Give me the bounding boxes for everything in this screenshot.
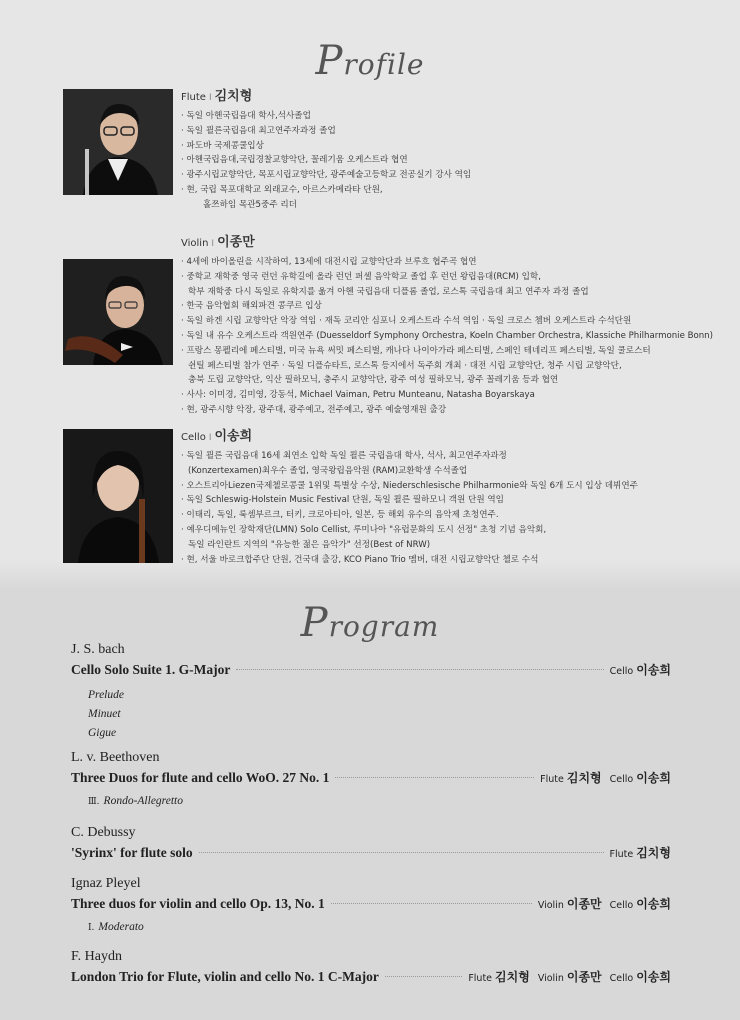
performer-role: Violin <box>537 973 564 984</box>
bio-item: · 독일 쾰른국립음대 최고연주자과정 졸업 <box>181 125 336 136</box>
violinist-photo <box>63 259 173 365</box>
bio-item: · 예우디메뉴인 장학재단(LMN) Solo Cellist, 루미나아 "유럽문화의 도시 선정" 초청 기념 음악회, <box>181 524 547 535</box>
bio-item: 쉰틸 페스티벌 참가 연주 · 독일 디플슈타트, 로스톡 등지에서 독주회 개최 · 대전 시립 교향악단, 청주 시립 교향악단, <box>188 360 622 371</box>
work-title: Three Duos for flute and cello WoO. 27 No. 1 <box>71 770 330 785</box>
composer-name: J. S. bach <box>71 642 125 657</box>
work-line <box>71 768 671 788</box>
work-title: Cello Solo Suite 1. G-Major <box>71 662 231 677</box>
composer-name: F. Haydn <box>71 949 122 964</box>
cellist-bio-list <box>181 449 638 567</box>
performer-role: Cello <box>609 973 634 984</box>
dot-leader <box>236 669 603 670</box>
heading-separator: I <box>208 93 212 103</box>
flutist-profile <box>181 87 471 213</box>
program-piece-haydn <box>71 947 671 987</box>
movement <box>71 724 671 743</box>
movement-title: Gigue <box>88 727 117 739</box>
bio-item: 충북 도립 교향악단, 익산 필하모닉, 충주시 교향악단, 광주 여성 필하모닉, 광주 꼴레기움 등과 협연 <box>188 375 559 386</box>
profile-heading-initial: P <box>315 38 344 84</box>
performer-role: Flute <box>540 774 564 785</box>
movement-title: Moderato <box>98 921 144 933</box>
bio-item: · 현, 서울 바로크합주단 단원, 건국대 출강, KCO Piano Trio 멤버, 대전 시립교향악단 첼로 수석 <box>181 554 539 565</box>
performer-role: Cello <box>609 900 634 911</box>
bio-item: · 프랑스 몽펠리에 페스티벌, 미국 뉴욕 써밋 페스티벌, 캐나다 나이아가라 페스티벌, 스페인 테네리프 페스티벌, 독일 쿨로스터 <box>181 345 651 356</box>
cellist-heading <box>181 427 638 447</box>
performer-credits <box>468 967 671 989</box>
movement-title: Prelude <box>88 689 124 701</box>
bio-item: 독일 라인란트 지역의 "유능한 젊은 음악가" 선정(Best of NRW) <box>188 539 431 550</box>
work-line <box>71 843 671 863</box>
work-line <box>71 967 671 987</box>
bio-item: 학부 재학중 다시 독일로 유학지를 옮겨 아헨 국립음대 디플롬 졸업, 로스톡 국립음대 최고 연주자 과정 졸업 <box>188 286 589 297</box>
movement <box>71 705 671 724</box>
performer-credits <box>610 660 671 682</box>
violinist-portrait-image <box>63 259 173 365</box>
performer-credits <box>538 894 671 916</box>
composer-name: C. Debussy <box>71 825 136 840</box>
performer-role: Flute <box>468 973 493 984</box>
cellist-profile <box>181 427 638 567</box>
flutist-bio-list <box>181 109 471 213</box>
profile-heading-rest: rofile <box>343 48 425 81</box>
flutist-portrait-image <box>63 89 173 195</box>
performer-name: 이송희 <box>636 897 671 911</box>
performer-name: 이종만 <box>566 970 602 984</box>
program-piece-beethoven <box>71 748 671 811</box>
performer-role: Flute <box>609 849 634 860</box>
work-title: Three duos for violin and cello Op. 13, No. 1 <box>71 896 325 911</box>
composer-name: Ignaz Pleyel <box>71 876 141 891</box>
bio-item: · 한국 음악협회 해외파견 콩쿠르 입상 <box>181 301 322 312</box>
program-piece-bach <box>71 640 671 743</box>
flutist-name: 김치형 <box>214 89 253 104</box>
performer-role: Cello <box>609 774 634 785</box>
work-line <box>71 660 671 680</box>
dot-leader <box>335 777 534 778</box>
work-line <box>71 894 671 914</box>
performer-credits <box>540 768 671 790</box>
bio-item: · 독일 Schleswig-Holstein Music Festival 단원, 독일 쾰른 필하모니 객원 단원 역임 <box>181 495 504 506</box>
violinist-profile <box>181 233 713 418</box>
cellist-portrait-image <box>63 429 173 563</box>
performer-name: 김치형 <box>566 771 602 785</box>
flutist-heading <box>181 87 471 107</box>
program-piece-pleyel <box>71 874 671 937</box>
bio-item: · 사사: 이미경, 김미영, 강동석, Michael Vaiman, Petru Munteanu, Natasha Boyarskaya <box>181 390 535 401</box>
bio-item: · 독일 아헨국립음대 학사,석사졸업 <box>181 111 311 121</box>
bio-item: · 독일 쾰른 국립음대 16세 최연소 입학 독일 쾰른 국립음대 학사, 석사, 최고연주자과정 <box>181 451 507 461</box>
movement <box>71 792 671 811</box>
performer-name: 김치형 <box>495 970 530 984</box>
bio-item: · 4세에 바이올린을 시작하여, 13세에 대전시립 교향악단과 브루흐 협주곡 협연 <box>181 257 477 267</box>
profile-heading <box>0 38 740 84</box>
heading-separator: I <box>211 239 215 249</box>
program-heading-rest: rogram <box>328 610 440 643</box>
movement-title: Rondo-Allegretto <box>103 795 183 807</box>
movement-number: Ⅰ. <box>88 923 95 933</box>
program-piece-debussy <box>71 823 671 863</box>
flutist-role: Flute <box>181 92 206 103</box>
bio-item: · 파도바 국제콩쿨입상 <box>181 140 264 151</box>
performer-credits <box>610 843 671 865</box>
cellist-role: Cello <box>181 432 206 443</box>
performer-role: Violin <box>537 900 564 911</box>
violinist-heading <box>181 233 713 253</box>
movement <box>71 686 671 705</box>
heading-separator: I <box>208 433 212 443</box>
bio-item: · 현, 광주시향 악장, 광주대, 광주예고, 전주예고, 광주 예술영재원 출강 <box>181 404 447 415</box>
performer-name: 이종만 <box>566 897 602 911</box>
movement <box>71 918 671 937</box>
flutist-photo <box>63 89 173 195</box>
bio-item: · 광주시립교향악단, 목포시립교향악단, 광주예술고등학교 전공실기 강사 역임 <box>181 170 472 181</box>
bio-item: · 이태리, 독일, 룩셈부르크, 터키, 크로아티아, 일본, 등 해외 유수의 음악제 초청연주. <box>181 510 499 521</box>
dot-leader <box>385 976 462 977</box>
violinist-name: 이종만 <box>217 235 255 250</box>
performer-name: 김치형 <box>636 846 671 860</box>
cellist-name: 이송희 <box>214 429 253 444</box>
movement-number: Ⅲ. <box>88 797 100 807</box>
bio-item: · 독일 하겐 시립 교향악단 악장 역임 · 재독 코리안 심포니 오케스트라 수석 역임 · 독일 크로스 쳄버 오케스트라 수석단원 <box>181 316 632 327</box>
bio-item: · 중학교 재학중 영국 런던 유학길에 올라 런던 퍼셀 음악학교 졸업 후 런던 왕립음대(RCM) 입학, <box>181 271 541 282</box>
bio-item: · 오스트리아Liezen국제첼로콩쿨 1위및 특별상 수상, Niederschlesische Philharmonie와 독일 6개 도시 입상 데뷔연주 <box>181 480 638 491</box>
performer-name: 이송희 <box>636 970 671 984</box>
performer-name: 이송희 <box>636 771 671 785</box>
violinist-role: Violin <box>181 238 209 249</box>
bio-item: · 현, 국립 목포대학교 외래교수, 아르스카메라타 단원, <box>181 184 383 195</box>
work-title: 'Syrinx' for flute solo <box>71 845 193 860</box>
work-title: London Trio for Flute, violin and cello No. 1 C-Major <box>71 969 379 984</box>
performer-role: Cello <box>609 666 634 677</box>
performer-name: 이송희 <box>636 663 671 677</box>
bio-item: · 아헨국립음대,국립경찰교향악단, 꼴레기움 오케스트라 협연 <box>181 155 408 166</box>
cellist-photo <box>63 429 173 563</box>
movement-title: Minuet <box>88 708 121 720</box>
violinist-bio-list <box>181 255 713 418</box>
bio-item: · 독일 내 유수 오케스트라 객원연주 (Duesseldorf Symphony Orchestra, Koeln Chamber Orchestra, Klassiche Philharmonie Bonn) <box>181 330 713 341</box>
composer-name: L. v. Beethoven <box>71 750 160 765</box>
dot-leader <box>199 852 604 853</box>
bio-item: 홀쯔하임 목관5중주 리더 <box>203 199 297 210</box>
program-heading-initial: P <box>300 600 329 646</box>
dot-leader <box>331 903 532 904</box>
bio-item: (Konzertexamen)최우수 졸업, 영국왕립음악원 (RAM)교환학생 수석졸업 <box>188 465 468 476</box>
